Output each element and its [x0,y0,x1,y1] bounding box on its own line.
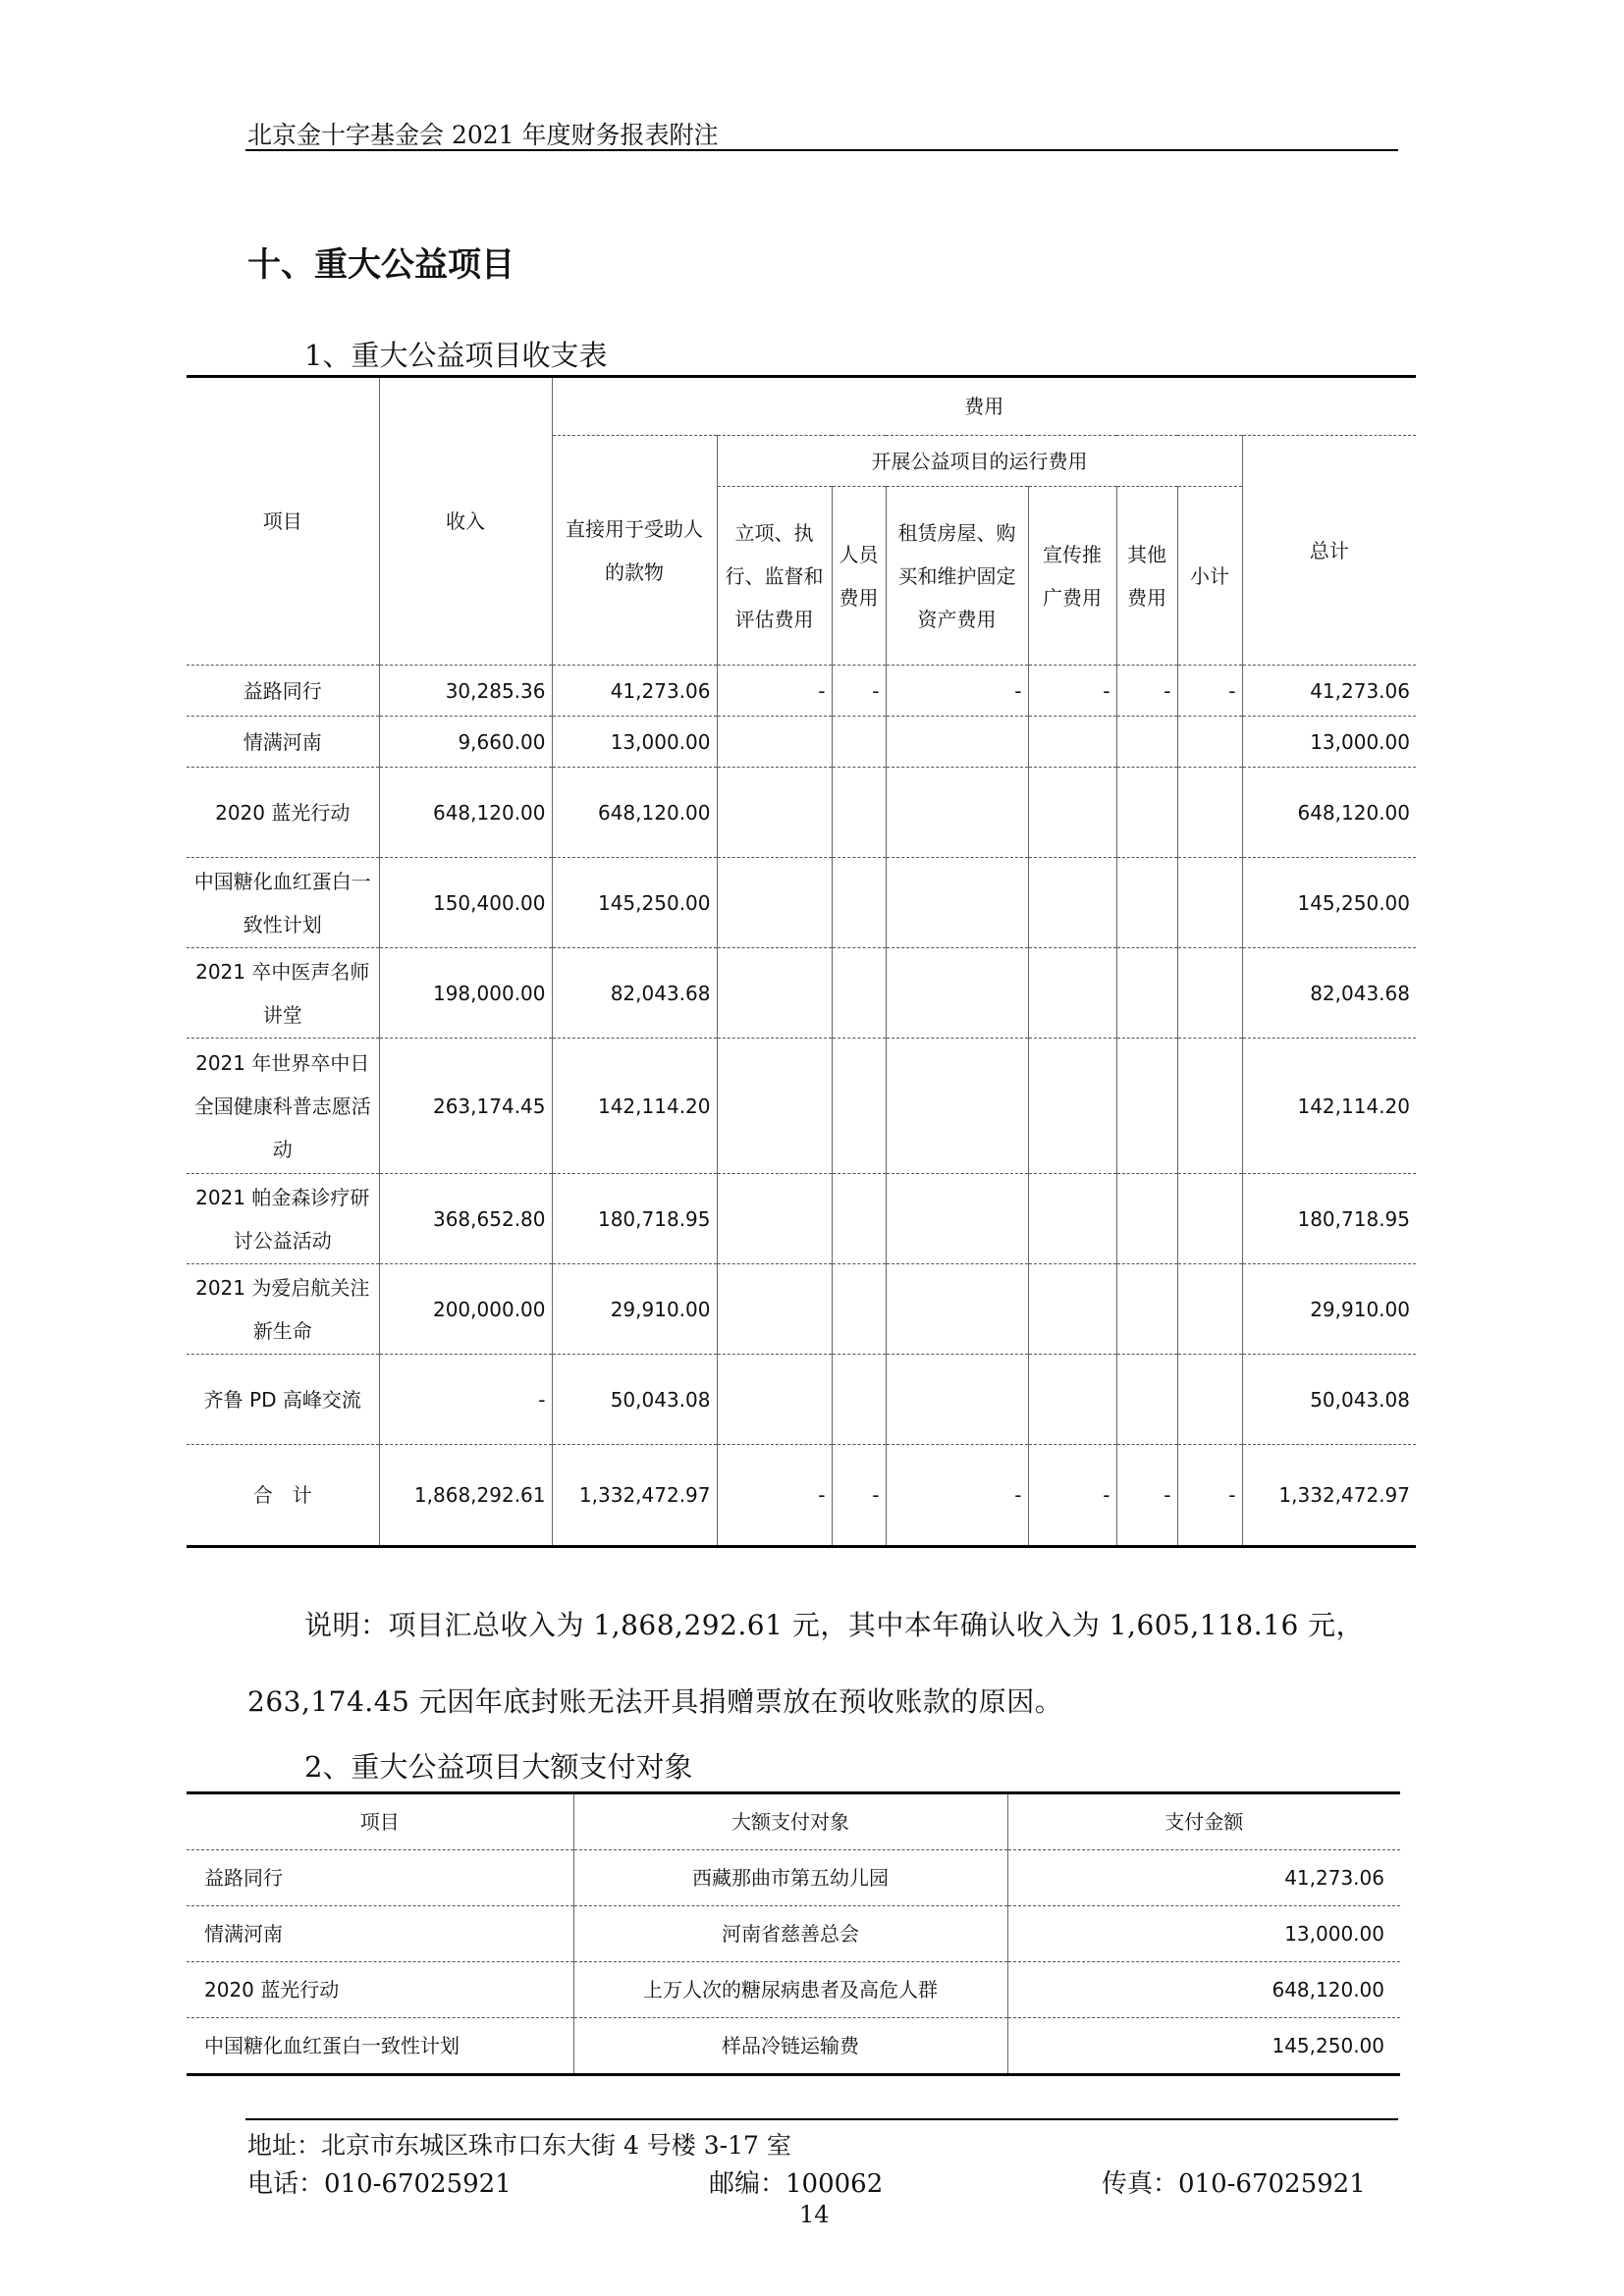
cell-item: 2020 蓝光行动 [187,1962,573,2018]
table-row [187,1174,1416,1264]
footer-address: 地址：北京市东城区珠市口东大街 4 号楼 3-17 室 [247,2131,791,2160]
note-line-2: 263,174.45 元因年底封账无法开具捐赠票放在预收账款的原因。 [247,1685,1063,1718]
row-project-name: 2021 卒中医声名师讲堂 [187,948,379,1039]
cell-direct: 29,910.00 [552,1264,717,1355]
cell-staff [832,768,886,858]
cell-subtotal [1177,1039,1242,1174]
cell-other [1116,858,1177,948]
cell-item: 中国糖化血红蛋白一致性计划 [187,2018,573,2075]
cell-total: 648,120.00 [1242,768,1416,858]
header-operating: 开展公益项目的运行费用 [717,436,1242,487]
header-item: 项目 [187,377,379,666]
cell-lease: - [886,1445,1028,1547]
cell-setup [717,1039,832,1174]
cell-lease: - [886,666,1028,717]
table-row [187,666,1416,717]
footer-tel: 电话：010-67025921 [247,2169,512,2199]
cell-staff [832,858,886,948]
footer-zip: 邮编：100062 [709,2169,884,2199]
cell-staff [832,1264,886,1355]
table-row [187,2018,1400,2075]
cell-payee: 上万人次的糖尿病患者及高危人群 [573,1962,1007,2018]
project-income-expense-table [187,375,1416,1548]
cell-promo [1028,1264,1116,1355]
cell-promo [1028,768,1116,858]
cell-income: 30,285.36 [379,666,552,717]
table2-title: 2、重大公益项目大额支付对象 [304,1750,693,1784]
row-project-name: 2020 蓝光行动 [187,768,379,858]
cell-setup: - [717,666,832,717]
cell-lease [886,1264,1028,1355]
row-project-name: 齐鲁 PD 高峰交流 [187,1355,379,1445]
cell-subtotal: - [1177,1445,1242,1547]
cell-staff [832,1174,886,1264]
header-income: 收入 [379,377,552,666]
cell-setup [717,948,832,1039]
table-row [187,717,1416,768]
cell-subtotal [1177,1355,1242,1445]
cell-subtotal [1177,858,1242,948]
cell-lease [886,858,1028,948]
cell-promo [1028,948,1116,1039]
cell-income: 9,660.00 [379,717,552,768]
header-staff: 人员费用 [832,487,886,666]
header-promo: 宣传推广费用 [1028,487,1116,666]
table-row [187,1962,1400,2018]
row-project-name: 情满河南 [187,717,379,768]
cell-direct: 1,332,472.97 [552,1445,717,1547]
cell-total: 29,910.00 [1242,1264,1416,1355]
cell-other [1116,768,1177,858]
footer-fax: 传真：010-67025921 [1102,2169,1366,2199]
cell-item: 情满河南 [187,1906,573,1962]
cell-total: 142,114.20 [1242,1039,1416,1174]
cell-lease [886,717,1028,768]
row-project-name: 益路同行 [187,666,379,717]
cell-setup [717,768,832,858]
cell-promo [1028,1174,1116,1264]
cell-promo [1028,1355,1116,1445]
cell-lease [886,948,1028,1039]
cell-other [1116,948,1177,1039]
cell-setup [717,1264,832,1355]
cell-staff [832,717,886,768]
row-project-name: 中国糖化血红蛋白一致性计划 [187,858,379,948]
cell-payee: 样品冷链运输费 [573,2018,1007,2075]
cell-setup [717,1174,832,1264]
cell-subtotal [1177,948,1242,1039]
cell-subtotal [1177,1174,1242,1264]
row-project-name: 2021 帕金森诊疗研讨公益活动 [187,1174,379,1264]
row-project-name: 2021 年世界卒中日全国健康科普志愿活动 [187,1039,379,1174]
large-payment-table [187,1791,1400,2076]
cell-total: 82,043.68 [1242,948,1416,1039]
cell-lease [886,1039,1028,1174]
cell-amount: 13,000.00 [1007,1906,1400,1962]
cell-setup [717,1355,832,1445]
table-row [187,1039,1416,1174]
header-total: 总计 [1242,436,1416,666]
cell-direct: 82,043.68 [552,948,717,1039]
cell-payee: 河南省慈善总会 [573,1906,1007,1962]
cell-direct: 648,120.00 [552,768,717,858]
cell-other [1116,1039,1177,1174]
t2-header-item: 项目 [187,1793,573,1850]
table-row [187,768,1416,858]
footer-rule [245,2118,1398,2120]
cell-payee: 西藏那曲市第五幼儿园 [573,1850,1007,1906]
table-row [187,1264,1416,1355]
cell-promo [1028,717,1116,768]
header-subtotal: 小计 [1177,487,1242,666]
table-row [187,1906,1400,1962]
row-project-name: 合 计 [187,1445,379,1547]
cell-other [1116,1264,1177,1355]
cell-total: 1,332,472.97 [1242,1445,1416,1547]
cell-subtotal [1177,1264,1242,1355]
cell-lease [886,768,1028,858]
cell-total: 145,250.00 [1242,858,1416,948]
cell-direct: 50,043.08 [552,1355,717,1445]
header-setup: 立项、执行、监督和评估费用 [717,487,832,666]
cell-staff: - [832,666,886,717]
table-row [187,858,1416,948]
cell-direct: 142,114.20 [552,1039,717,1174]
cell-lease [886,1355,1028,1445]
cell-subtotal [1177,717,1242,768]
cell-promo: - [1028,1445,1116,1547]
cell-income: 263,174.45 [379,1039,552,1174]
cell-income: - [379,1355,552,1445]
cell-promo [1028,1039,1116,1174]
cell-subtotal: - [1177,666,1242,717]
cell-amount: 145,250.00 [1007,2018,1400,2075]
document-header-title: 北京金十字基金会 2021 年度财务报表附注 [247,121,719,149]
cell-item: 益路同行 [187,1850,573,1906]
cell-promo [1028,858,1116,948]
header-expenses: 费用 [552,377,1416,436]
cell-amount: 41,273.06 [1007,1850,1400,1906]
cell-total: 13,000.00 [1242,717,1416,768]
table-row [187,1850,1400,1906]
cell-setup [717,858,832,948]
cell-direct: 13,000.00 [552,717,717,768]
page-number: 14 [799,2201,830,2228]
header-direct: 直接用于受助人的款物 [552,436,717,666]
cell-total: 50,043.08 [1242,1355,1416,1445]
cell-lease [886,1174,1028,1264]
cell-income: 1,868,292.61 [379,1445,552,1547]
section-title: 十、重大公益项目 [247,245,514,285]
table-row [187,948,1416,1039]
cell-total: 180,718.95 [1242,1174,1416,1264]
t2-header-payee: 大额支付对象 [573,1793,1007,1850]
cell-amount: 648,120.00 [1007,1962,1400,2018]
table-row [187,1445,1416,1547]
header-other: 其他费用 [1116,487,1177,666]
cell-total: 41,273.06 [1242,666,1416,717]
header-lease: 租赁房屋、购买和维护固定资产费用 [886,487,1028,666]
cell-other: - [1116,666,1177,717]
cell-setup: - [717,1445,832,1547]
cell-staff [832,1355,886,1445]
cell-staff: - [832,1445,886,1547]
header-rule [245,149,1398,151]
table1-title: 1、重大公益项目收支表 [304,339,608,372]
cell-setup [717,717,832,768]
cell-staff [832,948,886,1039]
cell-direct: 41,273.06 [552,666,717,717]
cell-subtotal [1177,768,1242,858]
table-row [187,1355,1416,1445]
cell-income: 150,400.00 [379,858,552,948]
cell-income: 368,652.80 [379,1174,552,1264]
cell-promo: - [1028,666,1116,717]
cell-income: 198,000.00 [379,948,552,1039]
cell-other [1116,717,1177,768]
t2-header-amount: 支付金额 [1007,1793,1400,1850]
note-line-1: 说明：项目汇总收入为 1,868,292.61 元，其中本年确认收入为 1,605,118.16 元， [304,1609,1365,1641]
cell-income: 648,120.00 [379,768,552,858]
cell-staff [832,1039,886,1174]
cell-other [1116,1174,1177,1264]
cell-other: - [1116,1445,1177,1547]
cell-direct: 180,718.95 [552,1174,717,1264]
cell-other [1116,1355,1177,1445]
cell-income: 200,000.00 [379,1264,552,1355]
row-project-name: 2021 为爱启航关注新生命 [187,1264,379,1355]
cell-direct: 145,250.00 [552,858,717,948]
